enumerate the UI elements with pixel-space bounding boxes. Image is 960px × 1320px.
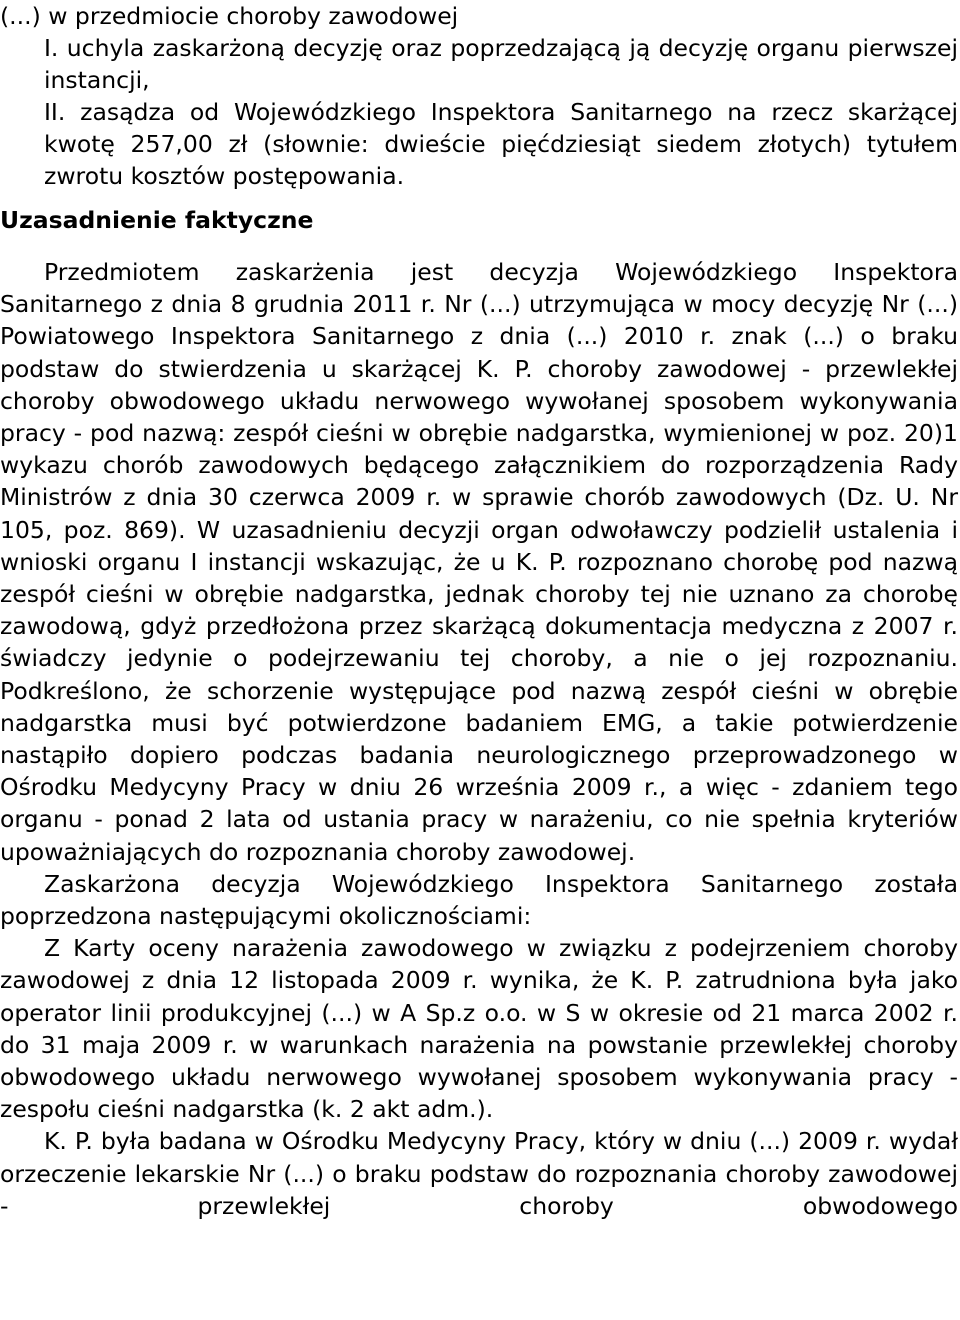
justification-body [0,256,958,1222]
paragraph: Z Karty oceny narażenia zawodowego w związku z podejrzeniem choroby zawodowej z dnia 12 listopada 2009 r. wynika, że K. P. zatrudniona była jako operator linii produkcyjnej (...) w A Sp.z o.o. w S w okresie od 21 marca 2002 r. do 31 maja 2009 r. w warunkach narażenia na powstanie przewlekłej choroby obwodowego układu nerwowego wywołanej sposobem wykonywania pracy - zespołu cieśni nadgarstka (k. 2 akt adm.). [0,934,958,1124]
decision-operative-part [0,0,960,192]
intro-line: (...) w przedmiocie choroby zawodowej [0,2,459,30]
decision-item-2: II. zasądza od Wojewódzkiego Inspektora Sanitarnego na rzecz skarżącej kwotę 257,00 zł (słownie: dwieście pięćdziesiąt siedem złotych) tytułem zwrotu kosztów postępowania. [44,98,958,190]
paragraph: Przedmiotem zaskarżenia jest decyzja Wojewódzkiego Inspektora Sanitarnego z dnia 8 grudnia 2011 r. Nr (...) utrzymująca w mocy decyzję Nr (...) Powiatowego Inspektora Sanitarnego z dnia (...) 2010 r. znak (...) o braku podstaw do stwierdzenia u skarżącej K. P. choroby zawodowej - przewlekłej choroby obwodowego układu nerwowego wywołanej sposobem wykonywania pracy - pod nazwą: zespół cieśni w obrębie nadgarstka, wymienionej w poz. 20)1 wykazu chorób zawodowych będącego załącznikiem do rozporządzenia Rady Ministrów z dnia 30 czerwca 2009 r. w sprawie chorób zawodowych (Dz. U. Nr 105, poz. 869). W uzasadnieniu decyzji organ odwoławczy podzielił ustalenia i wnioski organu I instancji wskazując, że u K. P. rozpoznano chorobę pod nazwą zespół cieśni w obrębie nadgarstka, jednak choroby tej nie uznano za chorobę zawodową, gdyż przedłożona przez skarżącą dokumentacja medyczna z 2007 r. świadczy jedynie o podejrzewaniu tej choroby, a nie o jej rozpoznaniu. Podkreślono, że schorzenie występujące pod nazwą zespół cieśni w obrębie nadgarstka musi być potwierdzone badaniem EMG, a takie potwierdzenie nastąpiło dopiero podczas badania neurologicznego przeprowadzonego w Ośrodku Medycyny Pracy w dniu 26 września 2009 r., a więc - zdaniem tego organu - ponad 2 lata od ustania pracy w narażeniu, co nie spełnia kryteriów upoważniających do rozpoznania choroby zawodowej. [0,258,958,866]
decision-item-1: I. uchyla zaskarżoną decyzję oraz poprzedzającą ją decyzję organu pierwszej instancji, [44,34,958,94]
paragraph: K. P. była badana w Ośrodku Medycyny Pracy, który w dniu (...) 2009 r. wydał orzeczenie lekarskie Nr (...) o braku podstaw do rozpoznania choroby zawodowej - przewlekłej choroby obwodowego [0,1127,958,1220]
section-heading: Uzasadnienie faktyczne [0,206,314,234]
paragraph: Zaskarżona decyzja Wojewódzkiego Inspektora Sanitarnego została poprzedzona następującymi okolicznościami: [0,869,958,931]
